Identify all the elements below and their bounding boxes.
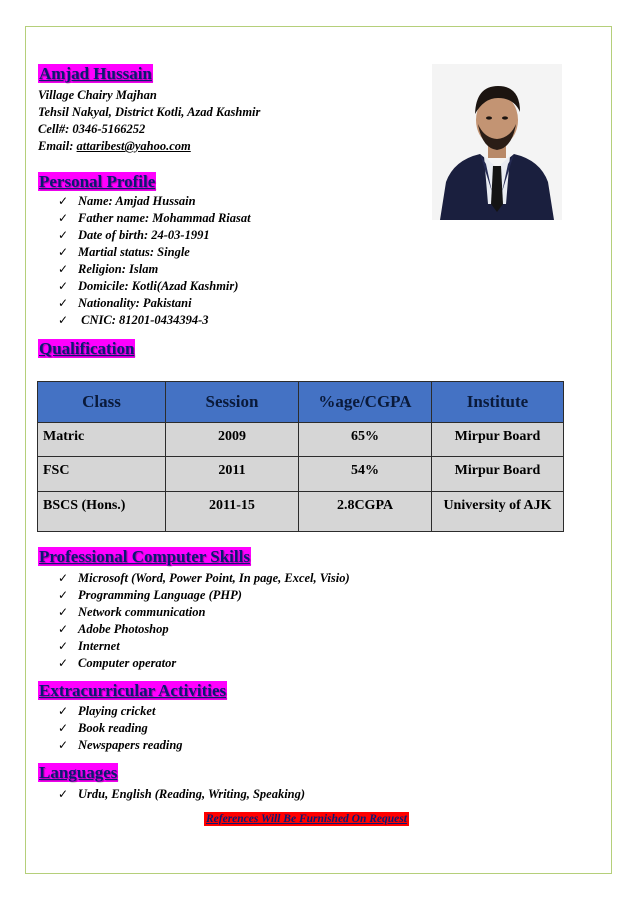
table-row — [38, 423, 564, 457]
qualification-heading: Qualification — [39, 339, 135, 358]
table-cell: 2011 — [166, 457, 299, 492]
list-item: ✓ Martial status: Single — [58, 245, 190, 259]
table-cell: Mirpur Board — [432, 423, 564, 457]
list-item: ✓ Urdu, English (Reading, Writing, Speaking) — [58, 787, 306, 801]
extracurricular-heading: Extracurricular Activities — [39, 681, 227, 700]
checkmark-icon: ✓ — [58, 279, 69, 293]
table-cell: Mirpur Board — [432, 457, 564, 492]
list-item: ✓ Religion: Islam — [58, 262, 159, 276]
column-header: Institute — [432, 382, 564, 423]
list-item: ✓ Adobe Photoshop — [58, 622, 169, 636]
checkmark-icon: ✓ — [58, 296, 69, 310]
list-item: ✓ Father name: Mohammad Riasat — [58, 211, 251, 225]
checkmark-icon: ✓ — [58, 605, 69, 619]
profile-photo — [432, 64, 562, 220]
checkmark-icon: ✓ — [58, 721, 69, 735]
checkmark-icon: ✓ — [58, 639, 69, 653]
table-cell: 65% — [299, 423, 432, 457]
list-item: ✓ Date of birth: 24-03-1991 — [58, 228, 210, 242]
address-line-2: Tehsil Nakyal, District Kotli, Azad Kashmir — [38, 105, 261, 119]
list-item: ✓ Domicile: Kotli(Azad Kashmir) — [58, 279, 239, 293]
checkmark-icon: ✓ — [58, 211, 69, 225]
column-header: %age/CGPA — [299, 382, 432, 423]
table-cell: FSC — [38, 457, 166, 492]
checkmark-icon: ✓ — [58, 245, 69, 259]
checkmark-icon: ✓ — [58, 313, 69, 327]
list-item: ✓ Computer operator — [58, 656, 177, 670]
checkmark-icon: ✓ — [58, 194, 69, 208]
list-item: ✓ Programming Language (PHP) — [58, 588, 242, 602]
computer-skills-heading: Professional Computer Skills — [39, 547, 250, 566]
column-header: Session — [166, 382, 299, 423]
email-label: Email: — [38, 139, 74, 153]
list-item: ✓ CNIC: 81201-0434394-3 — [58, 313, 209, 327]
cell-line — [38, 121, 260, 138]
table-cell: Matric — [38, 423, 166, 457]
list-item: ✓ Network communication — [58, 605, 206, 619]
checkmark-icon: ✓ — [58, 622, 69, 636]
list-item: ✓ Internet — [58, 639, 120, 653]
table-row — [38, 457, 564, 492]
column-header: Class — [38, 382, 166, 423]
personal-profile-list — [58, 193, 251, 329]
list-item: ✓ Book reading — [58, 721, 148, 735]
qualification-table — [37, 381, 564, 532]
table-cell: 2.8CGPA — [299, 492, 432, 532]
computer-skills-list — [58, 570, 350, 672]
checkmark-icon: ✓ — [58, 787, 69, 801]
candidate-name: Amjad Hussain — [39, 64, 152, 83]
languages-list — [58, 786, 305, 803]
references-note: References Will Be Furnished On Request — [206, 813, 407, 825]
extracurricular-list — [58, 703, 183, 754]
list-item: ✓ Nationality: Pakistani — [58, 296, 192, 310]
table-cell: 2009 — [166, 423, 299, 457]
email-line — [38, 138, 260, 155]
table-cell: 54% — [299, 457, 432, 492]
list-item: ✓ Name: Amjad Hussain — [58, 194, 196, 208]
list-item: ✓ Newspapers reading — [58, 738, 183, 752]
checkmark-icon: ✓ — [58, 704, 69, 718]
checkmark-icon: ✓ — [58, 588, 69, 602]
personal-profile-heading: Personal Profile — [39, 172, 156, 191]
profile-photo-illustration — [432, 64, 562, 220]
email-link[interactable]: attaribest@yahoo.com — [76, 139, 191, 153]
table-cell: BSCS (Hons.) — [38, 492, 166, 532]
address-line-1: Village Chairy Majhan — [38, 88, 157, 102]
table-cell: 2011-15 — [166, 492, 299, 532]
checkmark-icon: ✓ — [58, 228, 69, 242]
contact-block — [38, 87, 260, 155]
list-item: ✓ Playing cricket — [58, 704, 156, 718]
table-cell: University of AJK — [432, 492, 564, 532]
checkmark-icon: ✓ — [58, 738, 69, 752]
table-header-row — [38, 382, 564, 423]
table-row — [38, 492, 564, 532]
checkmark-icon: ✓ — [58, 656, 69, 670]
list-item: ✓ Microsoft (Word, Power Point, In page, Excel, Visio) — [58, 571, 350, 585]
checkmark-icon: ✓ — [58, 262, 69, 276]
languages-heading: Languages — [39, 763, 118, 782]
checkmark-icon: ✓ — [58, 571, 69, 585]
cell-value: 0346-5166252 — [72, 122, 146, 136]
cell-label: Cell#: — [38, 122, 70, 136]
